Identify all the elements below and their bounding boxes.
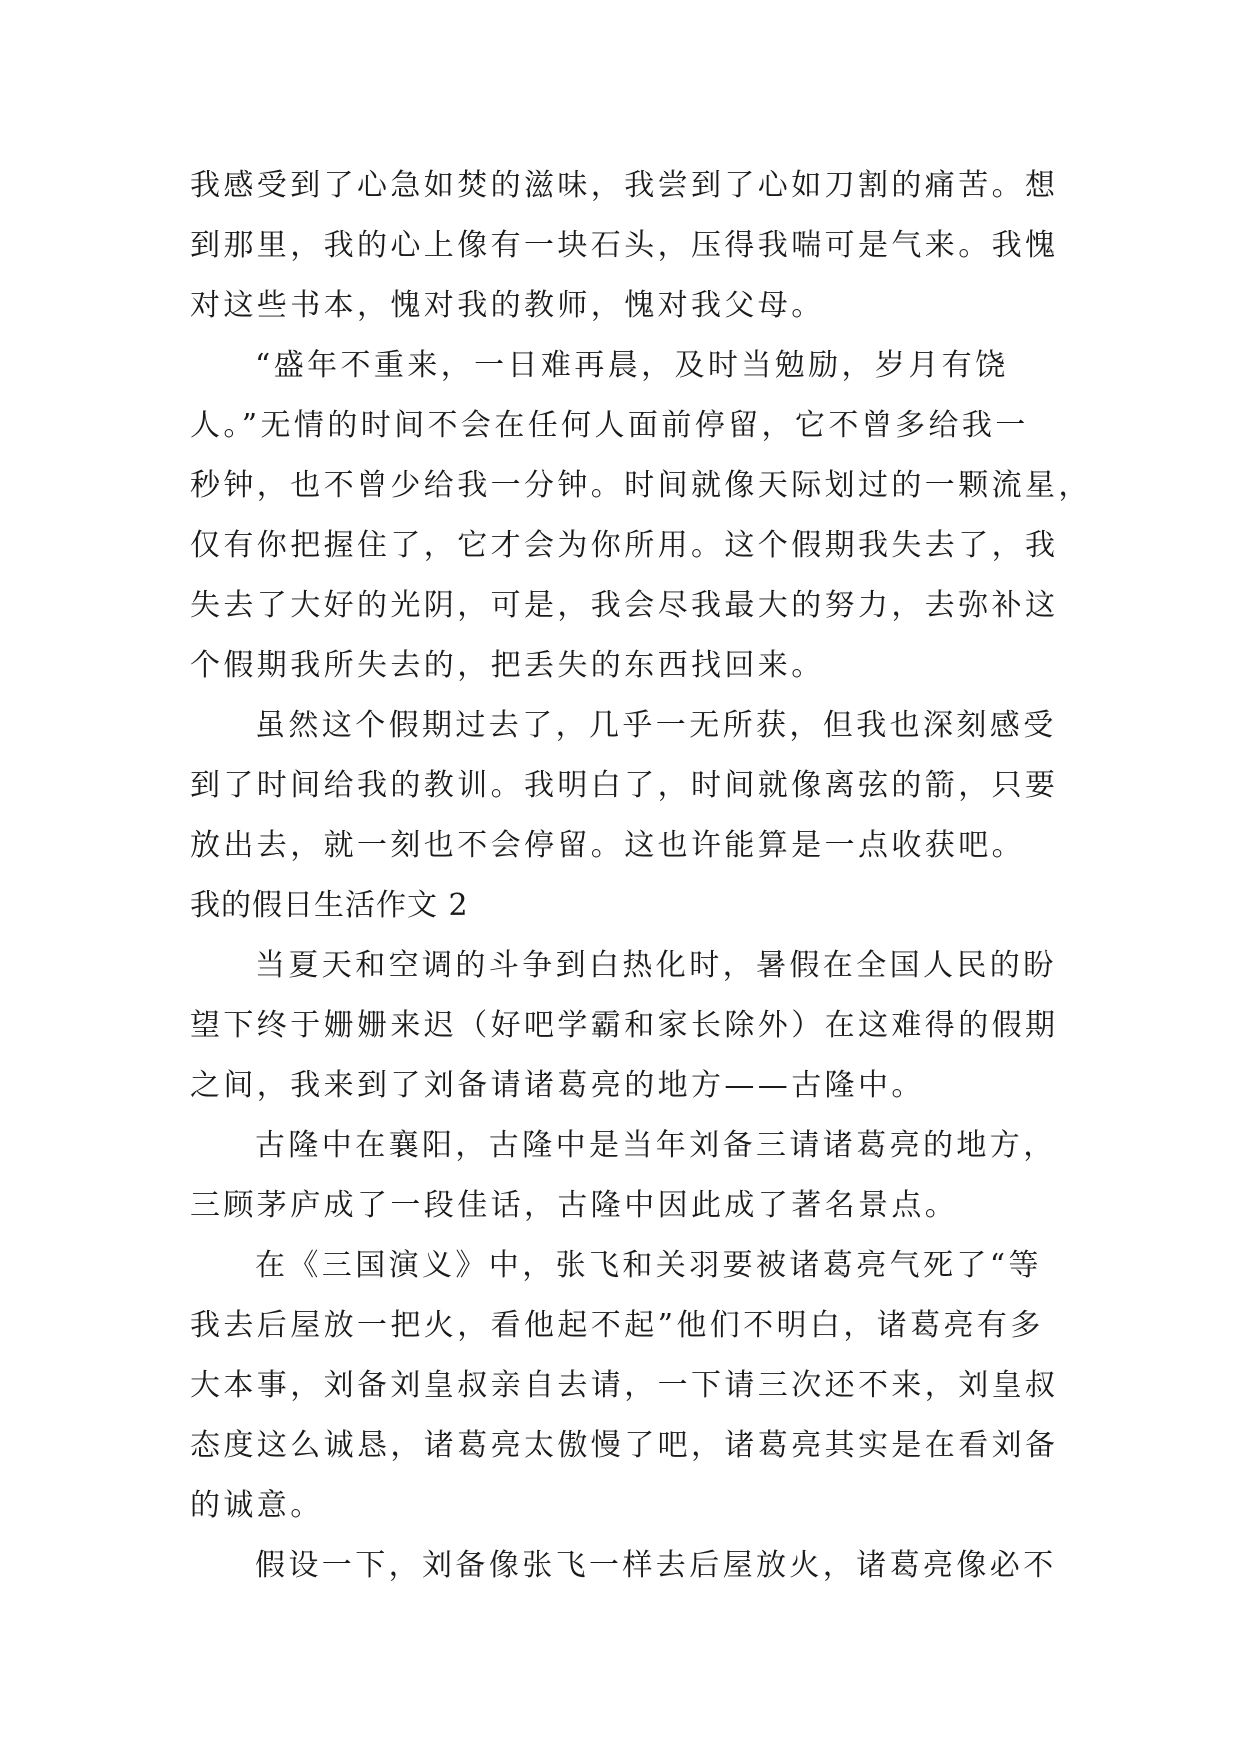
text-line: 的诚意。 [190, 1488, 324, 1523]
text-line: 到了时间给我的教训。我明白了，时间就像离弦的箭，只要 [190, 768, 1059, 803]
paragraph-first-line: 在《三国演义》中，张飞和关羽要被诸葛亮气死了“等 [255, 1248, 1042, 1283]
text-line: 我感受到了心急如焚的滋味，我尝到了心如刀割的痛苦。想 [190, 168, 1059, 203]
text-line: 我去后屋放一把火，看他起不起”他们不明白，诸葛亮有多 [190, 1308, 1044, 1343]
text-line: 之间，我来到了刘备请诸葛亮的地方——古隆中。 [190, 1068, 925, 1103]
text-line: 人。”无情的时间不会在任何人面前停留，它不曾多给我一 [190, 408, 1029, 443]
text-line: 放出去，就一刻也不会停留。这也许能算是一点收获吧。 [190, 828, 1025, 863]
paragraph-first-line: “盛年不重来，一日难再晨，及时当勉励，岁月有饶 [255, 348, 1009, 383]
text-line: 秒钟，也不曾少给我一分钟。时间就像天际划过的一颗流星， [190, 468, 1092, 503]
paragraph-first-line: 假设一下，刘备像张飞一样去后屋放火，诸葛亮像必不 [255, 1548, 1057, 1583]
paragraph-first-line: 当夏天和空调的斗争到白热化时，暑假在全国人民的盼 [255, 948, 1057, 983]
text-line: 到那里，我的心上像有一块石头，压得我喘可是气来。我愧 [190, 228, 1059, 263]
text-line: 态度这么诚恳，诸葛亮太傲慢了吧，诸葛亮其实是在看刘备 [190, 1428, 1059, 1463]
text-line: 仅有你把握住了，它才会为你所用。这个假期我失去了，我 [190, 528, 1059, 563]
text-line: 三顾茅庐成了一段佳话，古隆中因此成了著名景点。 [190, 1188, 959, 1223]
section-heading: 我的假日生活作文 2 [190, 888, 469, 923]
text-line: 望下终于姗姗来迟（好吧学霸和家长除外）在这难得的假期 [190, 1008, 1059, 1043]
text-line: 个假期我所失去的，把丢失的东西找回来。 [190, 648, 825, 683]
paragraph-first-line: 虽然这个假期过去了，几乎一无所获，但我也深刻感受 [255, 708, 1057, 743]
text-line: 大本事，刘备刘皇叔亲自去请，一下请三次还不来，刘皇叔 [190, 1368, 1059, 1403]
text-line: 对这些书本，愧对我的教师，愧对我父母。 [190, 288, 825, 323]
paragraph-first-line: 古隆中在襄阳，古隆中是当年刘备三请诸葛亮的地方， [255, 1128, 1057, 1163]
text-line: 失去了大好的光阴，可是，我会尽我最大的努力，去弥补这 [190, 588, 1059, 623]
